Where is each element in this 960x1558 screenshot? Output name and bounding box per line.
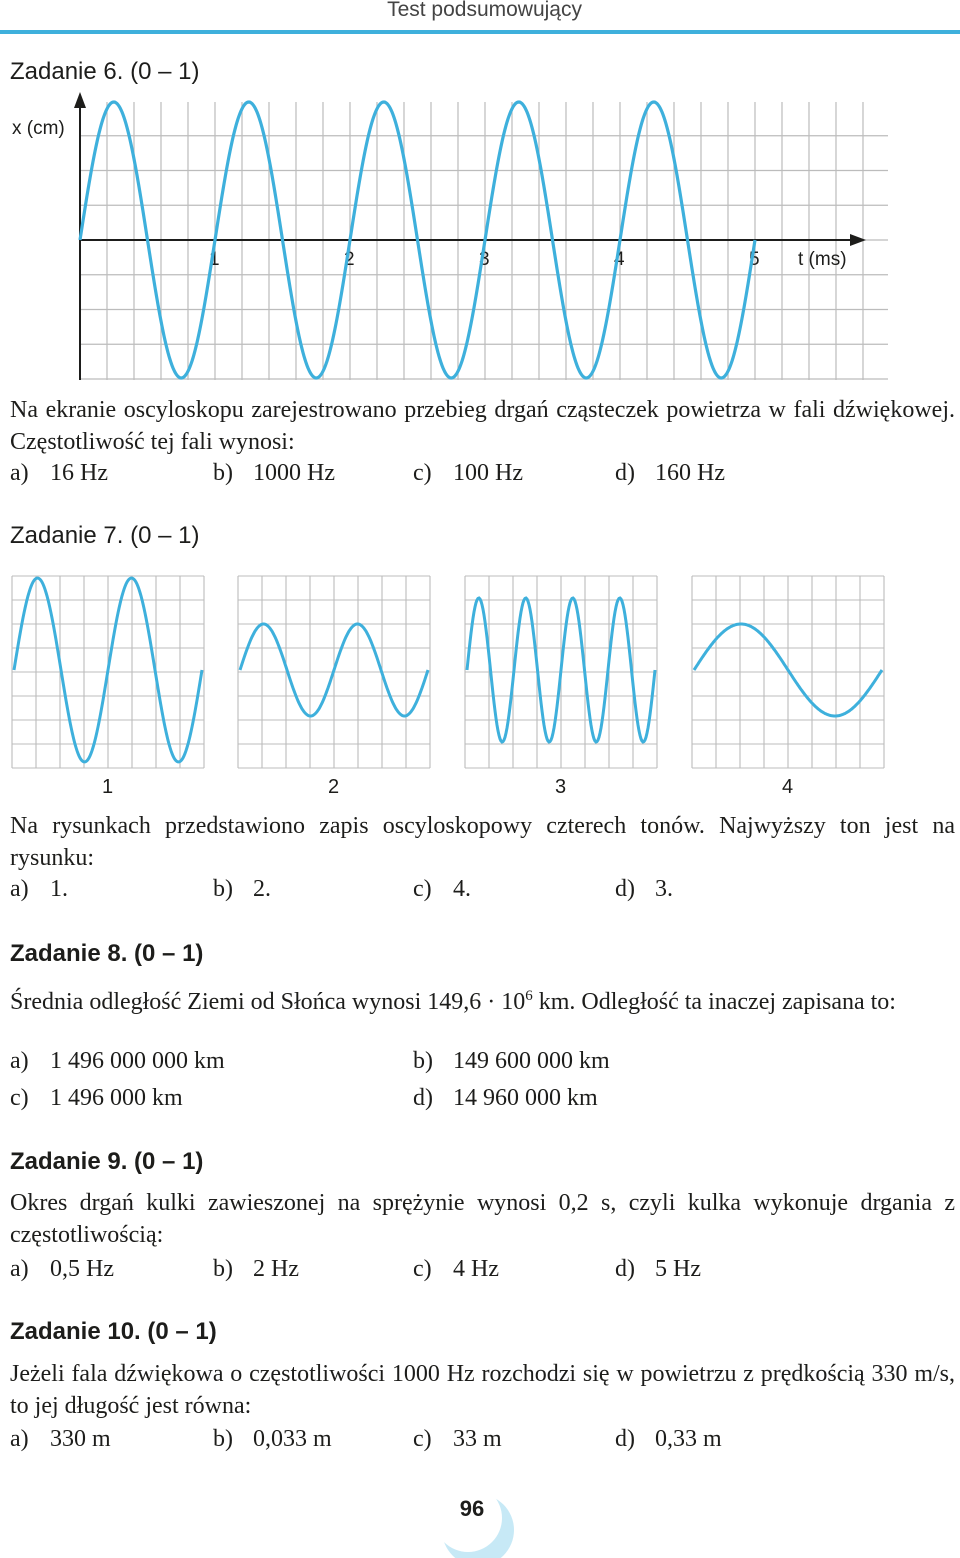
answer-letter: c) [413, 876, 432, 902]
answer-text: 160 Hz [655, 460, 725, 486]
task10-answer-d[interactable] [615, 1426, 722, 1453]
answer-text: 100 Hz [453, 460, 523, 486]
answer-text: 4. [453, 876, 471, 902]
page-number: 96 [459, 1496, 485, 1521]
task7-panel-label: 1 [102, 776, 114, 798]
answer-text: 1. [50, 876, 68, 902]
header-rule [0, 30, 960, 34]
task6-answer-c[interactable] [413, 460, 523, 487]
task7-answer-d[interactable] [615, 876, 673, 903]
task6-oscilloscope-chart [0, 90, 900, 390]
answer-text: 1 496 000 000 km [50, 1048, 225, 1074]
answer-text: 2. [253, 876, 271, 902]
answer-letter: a) [10, 1256, 29, 1282]
task8-title: Zadanie 8. (0 – 1) [10, 940, 204, 967]
answer-text: 0,33 m [655, 1426, 722, 1452]
x-tick-label: 5 [749, 249, 760, 270]
answer-letter: a) [10, 876, 29, 902]
task7-title: Zadanie 7. (0 – 1) [10, 522, 200, 549]
task7-panel-label: 3 [555, 776, 567, 798]
answer-letter: b) [213, 1256, 233, 1282]
task8-answer-b[interactable] [413, 1048, 610, 1075]
answer-text: 16 Hz [50, 460, 108, 486]
task8-exponent: 6 [525, 988, 533, 1004]
answer-letter: b) [213, 460, 233, 486]
task7-panel-4 [692, 576, 884, 798]
task6-answer-a[interactable] [10, 460, 108, 487]
answer-text: 33 m [453, 1426, 502, 1452]
answer-letter: c) [10, 1085, 29, 1111]
task7-question: Na rysunkach przedstawiono zapis oscyloskopowy czterech tonów. Najwyższy ton jest na rysunku: [10, 813, 955, 871]
task6-y-label: x (cm) [12, 118, 65, 139]
task6-answer-d[interactable] [615, 460, 725, 487]
answer-letter: c) [413, 1426, 432, 1452]
answer-letter: d) [615, 876, 635, 902]
x-tick-label: 2 [344, 249, 355, 270]
task8-text-before: Średnia odległość Ziemi od Słońca wynosi 149,6 · 10 [10, 989, 526, 1015]
task9-answer-b[interactable] [213, 1256, 299, 1283]
task9-question: Okres drgań kulki zawieszonej na sprężynie wynosi 0,2 s, czyli kulka wykonuje drgania z częstotliwością: [10, 1190, 955, 1248]
task9-answer-a[interactable] [10, 1256, 114, 1283]
answer-text: 5 Hz [655, 1256, 701, 1282]
task6-answer-b[interactable] [213, 460, 335, 487]
answer-letter: d) [615, 460, 635, 486]
task8-answer-a[interactable] [10, 1048, 225, 1075]
task8-answer-c[interactable] [10, 1085, 183, 1112]
answer-letter: b) [213, 1426, 233, 1452]
answer-letter: b) [213, 876, 233, 902]
task10-answer-b[interactable] [213, 1426, 332, 1453]
task8-question [10, 980, 955, 1018]
task9-answer-c[interactable] [413, 1256, 499, 1283]
task6-y-axis-arrow [74, 92, 86, 108]
task7-panel-label: 4 [782, 776, 794, 798]
task10-title: Zadanie 10. (0 – 1) [10, 1318, 217, 1345]
answer-text: 0,5 Hz [50, 1256, 114, 1282]
answer-letter: a) [10, 460, 29, 486]
task7-panel-2 [238, 576, 430, 798]
task8-text-after: km. Odległość ta inaczej zapisana to: [532, 989, 896, 1015]
answer-text: 1 496 000 km [50, 1085, 183, 1111]
answer-text: 1000 Hz [253, 460, 335, 486]
answer-letter: c) [413, 460, 432, 486]
task7-panel-1 [12, 576, 204, 798]
task10-answer-a[interactable] [10, 1426, 111, 1453]
answer-text: 14 960 000 km [453, 1085, 598, 1111]
task7-panel-label: 2 [328, 776, 340, 798]
task7-answer-c[interactable] [413, 876, 471, 903]
task9-title: Zadanie 9. (0 – 1) [10, 1148, 204, 1175]
task6-question: Na ekranie oscyloskopu zarejestrowano przebieg drgań cząsteczek powietrza w fali dźwiękowej. Częstotliwość tej fali wynosi: [10, 397, 955, 455]
answer-letter: d) [615, 1426, 635, 1452]
answer-text: 330 m [50, 1426, 111, 1452]
answer-text: 0,033 m [253, 1426, 332, 1452]
task7-answer-a[interactable] [10, 876, 68, 903]
x-tick-label: 3 [479, 249, 490, 270]
task7-answer-b[interactable] [213, 876, 271, 903]
task7-panel-3 [465, 576, 657, 798]
answer-letter: b) [413, 1048, 433, 1074]
answer-letter: a) [10, 1426, 29, 1452]
task9-answer-d[interactable] [615, 1256, 701, 1283]
task8-answer-d[interactable] [413, 1085, 598, 1112]
answer-text: 4 Hz [453, 1256, 499, 1282]
task10-question: Jeżeli fala dźwiękowa o częstotliwości 1000 Hz rozchodzi się w powietrzu z prędkością 330 m/s, to jej długość jest równa: [10, 1361, 955, 1419]
answer-text: 2 Hz [253, 1256, 299, 1282]
task6-x-label: t (ms) [798, 249, 847, 270]
task6-title: Zadanie 6. (0 – 1) [10, 58, 200, 85]
task10-answer-c[interactable] [413, 1426, 502, 1453]
answer-letter: d) [615, 1256, 635, 1282]
header-title: Test podsumowujący [387, 0, 582, 21]
task7-oscilloscope-panels [0, 568, 900, 800]
answer-letter: c) [413, 1256, 432, 1282]
answer-letter: a) [10, 1048, 29, 1074]
x-tick-label: 1 [209, 249, 220, 270]
answer-text: 3. [655, 876, 673, 902]
x-tick-label: 4 [614, 249, 625, 270]
answer-letter: d) [413, 1085, 433, 1111]
answer-text: 149 600 000 km [453, 1048, 610, 1074]
